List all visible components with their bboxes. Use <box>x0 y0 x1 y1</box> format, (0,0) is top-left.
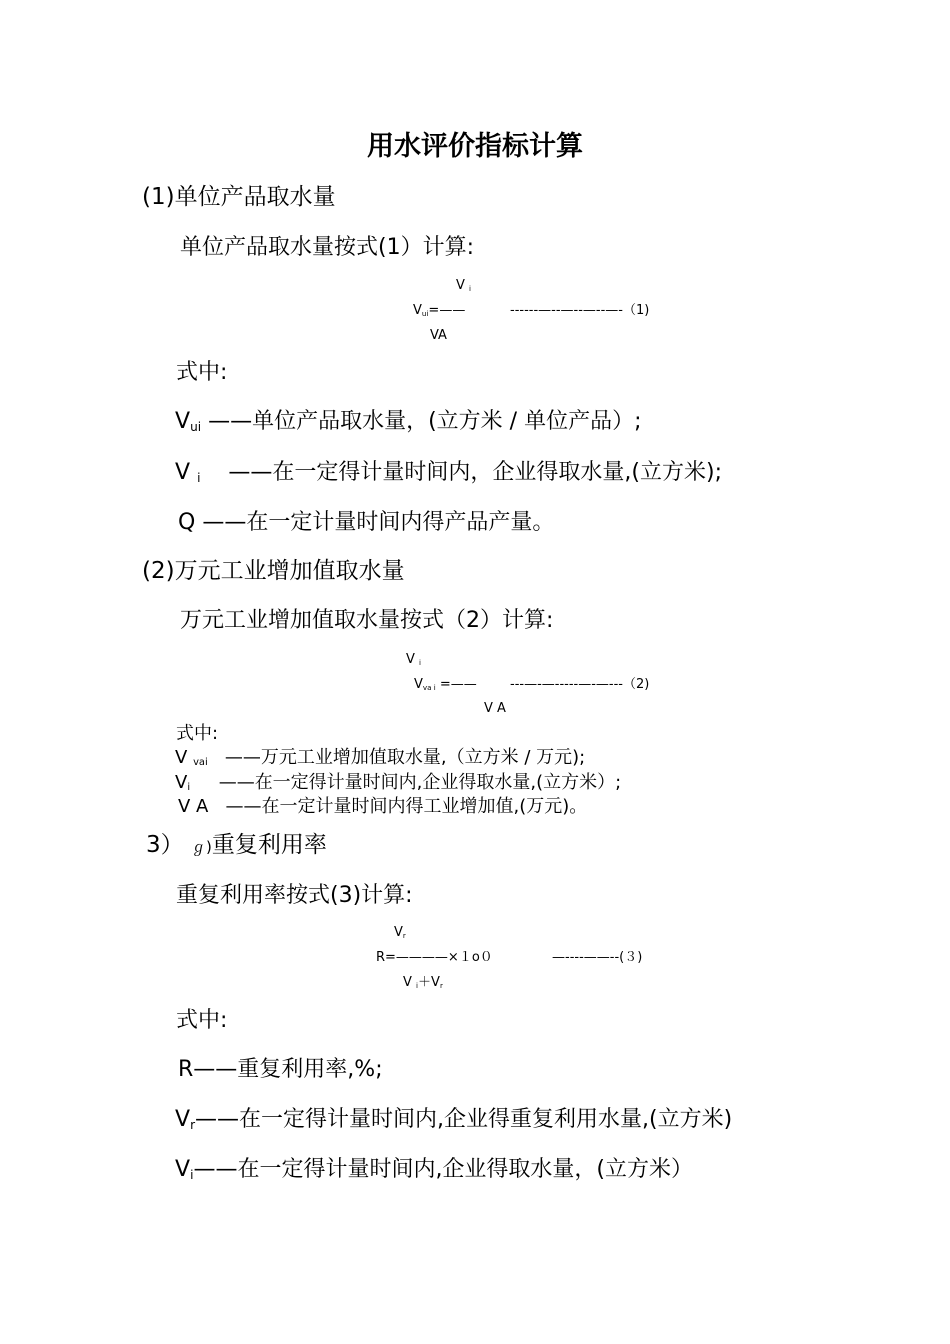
formula-1-leader: ------—--—--—--—-（1) <box>510 303 650 318</box>
formula-2-numerator: V $_i$ <box>406 652 422 667</box>
section-1-where: 式中: <box>176 360 228 385</box>
section-3-def-1: R——重复利用率,%; <box>178 1057 383 1082</box>
section-1-def-3: Q ——在一定计量时间内得产品产量。 <box>178 510 555 535</box>
formula-3-leader: —----——--(３) <box>552 950 643 965</box>
formula-1-lhs: $V_{ui}=——$ <box>413 303 466 318</box>
formula-3-lhs: R=————×１o０ <box>376 950 493 965</box>
section-3-heading: 3） ℊ)重复利用率 <box>146 832 327 858</box>
section-3-def-3: $V_i——$在一定得计量时间内,企业得取水量，(立方米） <box>175 1157 694 1183</box>
section-2-def-2: $V_i$ ——在一定得计量时间内,企业得取水量,(立方米）; <box>175 772 622 794</box>
formula-1-denominator: VA <box>430 328 447 343</box>
section-2-heading: (2)万元工业增加值取水量 <box>142 558 405 584</box>
formula-1-numerator: V $_i$ <box>456 278 472 293</box>
section-1-def-1: $V_{ui}$ ——单位产品取水量，(立方米 / 单位产品）; <box>175 409 642 435</box>
formula-3-denominator: V $_i+V_r$ <box>403 975 443 990</box>
section-3-def-2: $V_r——$在一定得计量时间内,企业得重复利用水量,(立方米) <box>175 1107 733 1133</box>
formula-2-lhs: $V_{va i}$ =—— <box>414 677 477 692</box>
section-3-intro: 重复利用率按式(3)计算: <box>176 883 413 908</box>
page-title: 用水评价指标计算 <box>367 131 583 162</box>
section-2-intro: 万元工业增加值取水量按式（2）计算: <box>180 608 554 633</box>
formula-2-leader: ---—-—-----—-—---（2) <box>510 677 650 692</box>
section-2-where: 式中: <box>176 723 219 744</box>
section-1-def-2: V $_i$ ——在一定得计量时间内，企业得取水量,(立方米); <box>175 460 722 486</box>
section-1-heading: (1)单位产品取水量 <box>142 184 336 210</box>
section-3-where: 式中: <box>176 1008 228 1033</box>
section-1-intro: 单位产品取水量按式(1）计算: <box>180 235 474 260</box>
section-2-def-1: V $_{vai}$ ——万元工业增加值取水量,（立方米 / 万元); <box>175 747 586 769</box>
formula-3-numerator: $V_r$ <box>394 925 406 940</box>
section-2-def-3: V A ——在一定计量时间内得工业增加值,(万元)。 <box>178 796 588 817</box>
formula-2-denominator: V A <box>484 701 506 716</box>
